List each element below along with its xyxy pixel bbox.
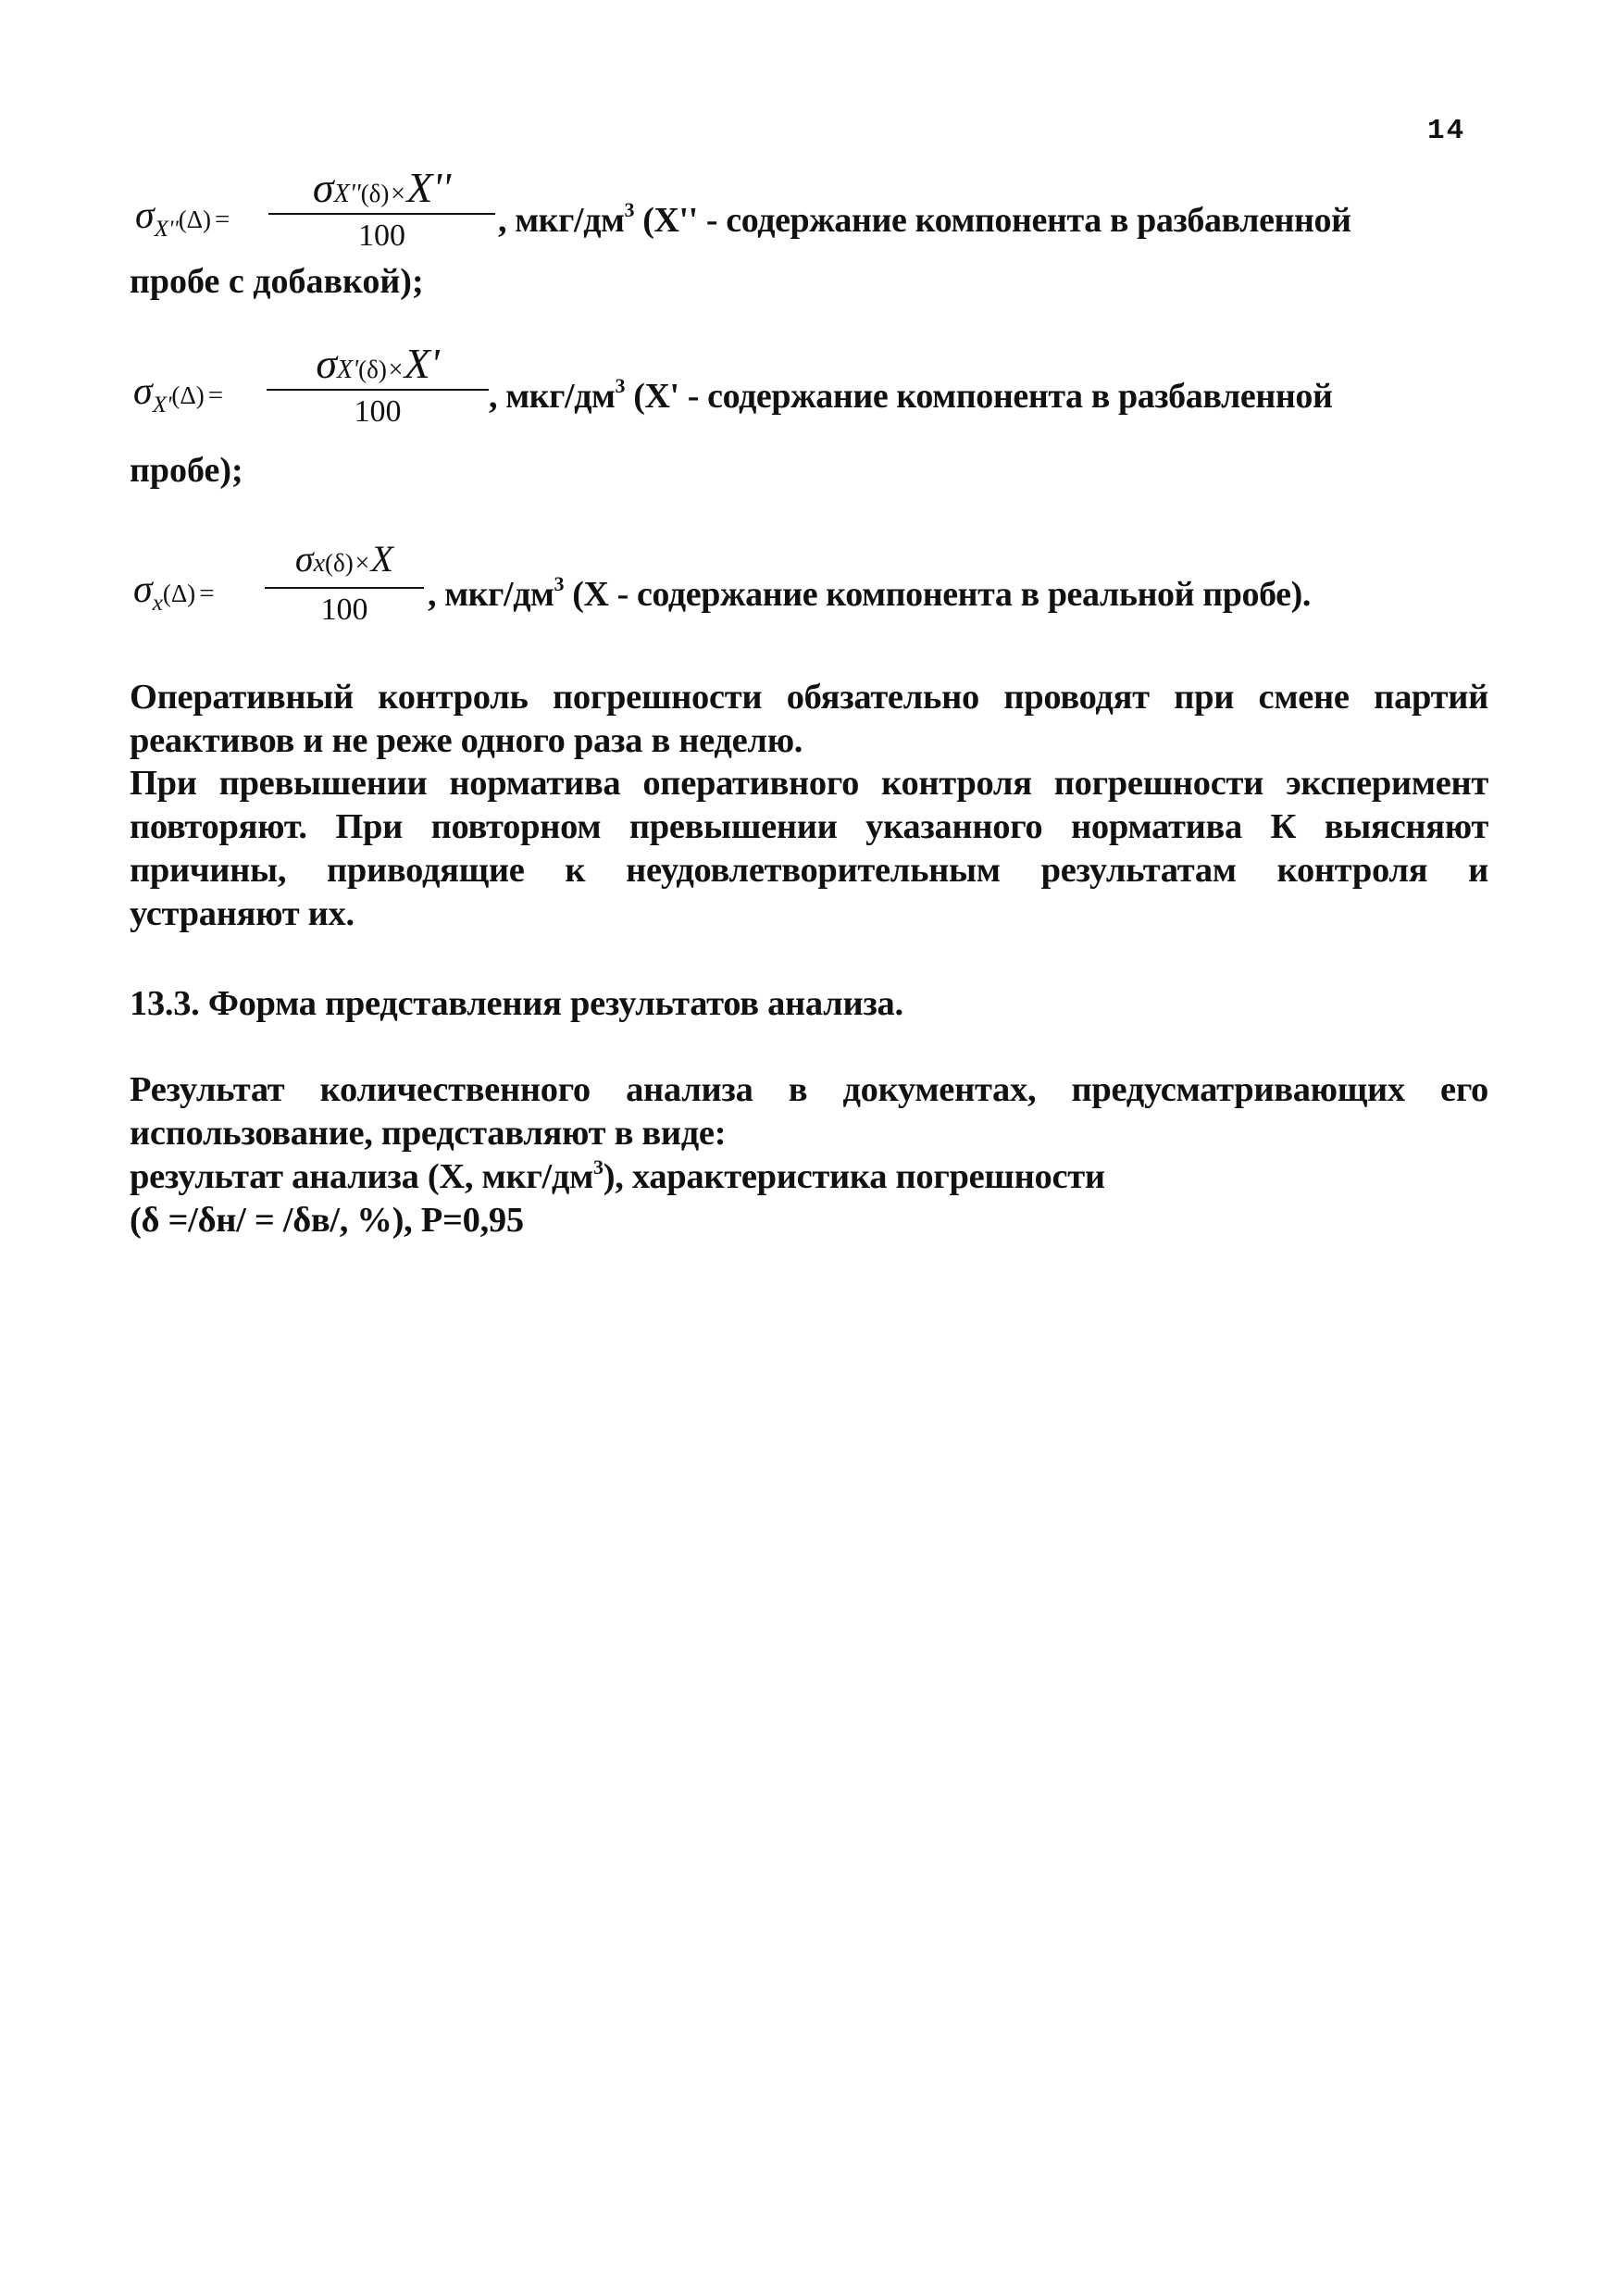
fraction-bar	[267, 389, 489, 391]
formula-lhs: $\sigma_{X'}(\Delta)$ =	[133, 370, 224, 418]
formula-continuation: пробе с добавкой);	[130, 262, 424, 301]
heading-text: 13.3. Форма представления результатов анализа.	[130, 984, 903, 1023]
text-line: реактивов и не реже одного раза в неделю.	[130, 721, 803, 760]
formula-continuation: пробе);	[130, 451, 243, 490]
formula-fraction	[268, 156, 495, 267]
fraction-denominator: 100	[358, 218, 405, 253]
formula-sigma-x-double-prime	[130, 156, 1490, 302]
formula-unit-description: , мкг/$дм^3$ (X'' - содержание компонента в разбавленной	[498, 198, 1351, 240]
fraction-bar	[268, 213, 495, 215]
result-expression-line-2: (δ =/δн/ = /δв/, %), Р=0,95	[130, 1201, 524, 1240]
result-expression-line: результат анализа (X, мкг/$дм^3$), характеристика погрешности	[130, 1155, 1105, 1196]
formula-lhs: $\sigma_x(\Delta)$ =	[133, 568, 215, 616]
text-line: При превышении норматива оперативного контроля погрешности эксперимент	[130, 764, 1488, 803]
paragraph-operational-control	[130, 676, 1488, 763]
fraction-numerator: σX'(δ)×X'	[316, 340, 440, 387]
fraction-bar	[265, 587, 424, 589]
fraction-denominator: 100	[354, 394, 402, 429]
formula-sigma-x-prime	[130, 331, 1490, 491]
formula-unit-description: , мкг/$дм^3$ (X - содержание компонента в реальной пробе).	[428, 572, 1312, 614]
paragraph-result-presentation	[130, 1068, 1488, 1242]
fraction-numerator: σX''(δ)×X''	[312, 164, 452, 211]
text-line: повторяют. При повторном превышении указанного норматива К выясняют	[130, 807, 1488, 846]
formula-lhs: $\sigma_{X''}(\Delta)$ =	[135, 194, 230, 242]
fraction-denominator: 100	[320, 593, 368, 627]
formula-fraction	[265, 530, 424, 641]
text-line: устраняют их.	[130, 894, 355, 933]
text-line: Результат количественного анализа в документах, предусматривающих его	[130, 1070, 1488, 1109]
text-line: Оперативный контроль погрешности обязательно проводят при смене партий	[130, 678, 1488, 717]
section-heading	[130, 982, 1488, 1026]
formula-fraction	[267, 331, 489, 443]
page-number: 14	[1427, 115, 1466, 147]
formula-sigma-x	[130, 530, 1490, 641]
text-line: причины, приводящие к неудовлетворительным результатам контроля и	[130, 851, 1488, 890]
paragraph-norm-exceeded	[130, 762, 1488, 936]
fraction-numerator: σx(δ)×X	[294, 538, 394, 580]
formula-unit-description: , мкг/$дм^3$ (X' - содержание компонента в разбавленной	[489, 374, 1333, 416]
text-line: использование, представляют в виде:	[130, 1114, 727, 1153]
